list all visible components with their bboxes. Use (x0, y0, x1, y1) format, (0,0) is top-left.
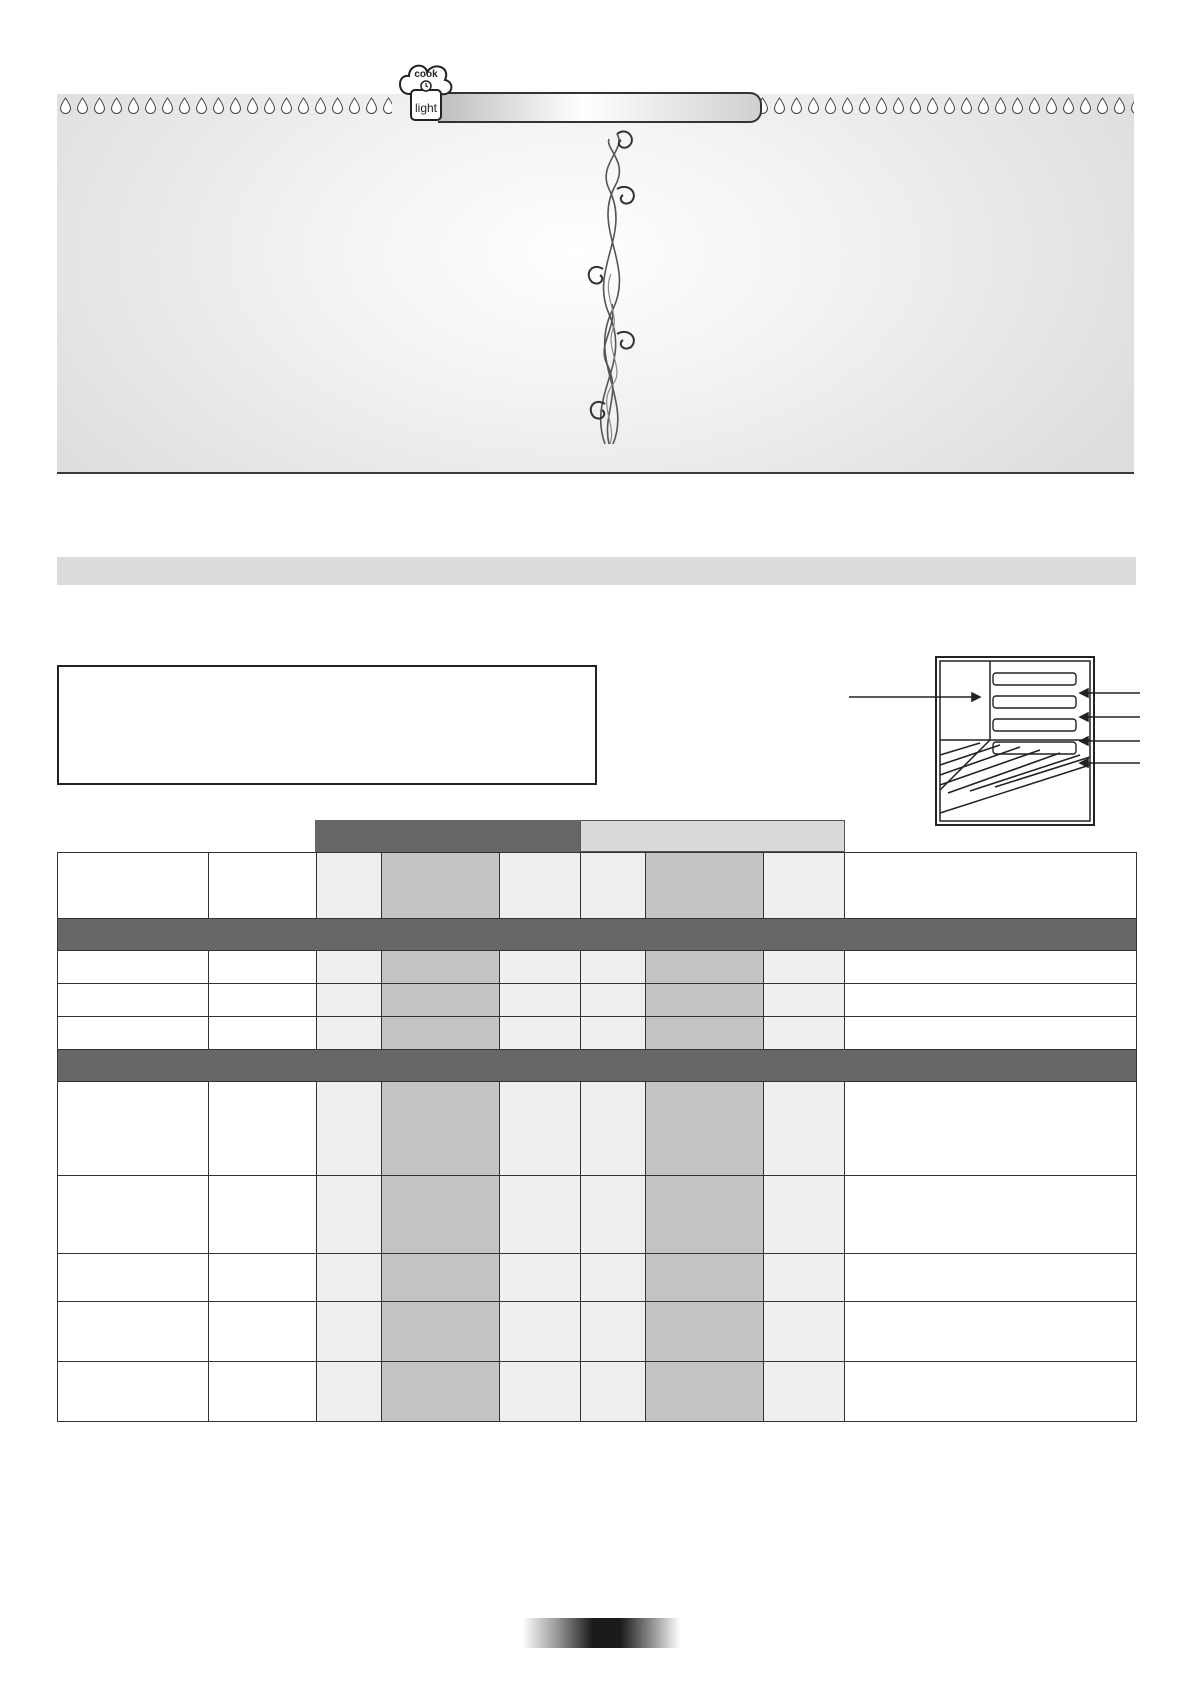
table-cell (317, 984, 382, 1017)
logo-text-light: light (414, 101, 438, 115)
table-cell (58, 1302, 209, 1362)
table-cell (764, 1176, 845, 1254)
table-cell (58, 1176, 209, 1254)
cook-light-logo-icon (395, 60, 455, 124)
header-banner (57, 94, 1134, 474)
table-row (58, 1017, 1137, 1050)
table-cell (382, 1302, 500, 1362)
table-row (58, 1362, 1137, 1422)
table-cell (845, 951, 1137, 984)
table-cell (646, 1362, 764, 1422)
table-cell (209, 1017, 317, 1050)
table-cell (845, 1362, 1137, 1422)
table-cell (209, 1082, 317, 1176)
table-cell (209, 984, 317, 1017)
table-cell (382, 984, 500, 1017)
table-cell (646, 853, 764, 919)
logo-text-cook: cook (414, 69, 438, 80)
notice-box (57, 665, 597, 785)
table-cell (58, 1362, 209, 1422)
table-cell (845, 1082, 1137, 1176)
table-cell (581, 1176, 646, 1254)
table-cell (209, 853, 317, 919)
table-cell (500, 951, 581, 984)
table-cell (317, 853, 382, 919)
table-cell (646, 1176, 764, 1254)
section-title-bar (57, 557, 1136, 585)
table-cell (317, 1176, 382, 1254)
table-cell (382, 1362, 500, 1422)
table-cell (382, 1254, 500, 1302)
swirl-ornament-icon (57, 94, 1134, 472)
table-cell (58, 951, 209, 984)
table-row (58, 951, 1137, 984)
page-number-tab (522, 1618, 680, 1648)
table-row (58, 1176, 1137, 1254)
table-cell (581, 951, 646, 984)
table-section-cell (58, 1050, 1137, 1082)
table-cell (500, 1082, 581, 1176)
table-cell (382, 853, 500, 919)
table-cell (764, 1017, 845, 1050)
table-cell (581, 1362, 646, 1422)
table-cell (581, 1017, 646, 1050)
table-cell (209, 951, 317, 984)
table-cell (764, 1082, 845, 1176)
table-section-row (58, 1050, 1137, 1082)
table-cell (382, 1017, 500, 1050)
table-cell (382, 951, 500, 984)
table-cell (581, 1254, 646, 1302)
table-cell (646, 1017, 764, 1050)
oven-shelf-diagram (840, 655, 1140, 830)
table-cell (209, 1254, 317, 1302)
table-cell (581, 984, 646, 1017)
table-cell (317, 1017, 382, 1050)
table-row (58, 1082, 1137, 1176)
table-cell (646, 951, 764, 984)
table-cell (581, 1082, 646, 1176)
table-row (58, 984, 1137, 1017)
table-cell (500, 853, 581, 919)
table-cell (764, 1362, 845, 1422)
table-row (58, 1254, 1137, 1302)
table-cell (845, 1176, 1137, 1254)
table-cell (646, 1254, 764, 1302)
table-cell (764, 984, 845, 1017)
table-cell (845, 1302, 1137, 1362)
table-cell (764, 853, 845, 919)
table-cell (764, 951, 845, 984)
table-section-row (58, 919, 1137, 951)
table-cell (646, 1302, 764, 1362)
table-cell (58, 1254, 209, 1302)
table-cell (58, 853, 209, 919)
table-cell (317, 1254, 382, 1302)
table-cell (581, 1302, 646, 1362)
cooking-table-body (58, 853, 1137, 1422)
table-cell (209, 1302, 317, 1362)
table-cell (58, 984, 209, 1017)
table-cell (646, 1082, 764, 1176)
table-group-header-a (315, 820, 580, 852)
table-cell (764, 1302, 845, 1362)
table-cell (646, 984, 764, 1017)
table-cell (209, 1362, 317, 1422)
table-cell (500, 1302, 581, 1362)
table-cell (581, 853, 646, 919)
table-cell (845, 984, 1137, 1017)
table-header-row (58, 853, 1137, 919)
table-cell (500, 1362, 581, 1422)
table-cell (500, 1254, 581, 1302)
table-cell (58, 1017, 209, 1050)
header-title-tab (438, 92, 762, 123)
table-cell (500, 984, 581, 1017)
table-row (58, 1302, 1137, 1362)
table-cell (764, 1254, 845, 1302)
table-cell (845, 1017, 1137, 1050)
table-cell (317, 1362, 382, 1422)
table-section-cell (58, 919, 1137, 951)
table-cell (317, 1302, 382, 1362)
table-cell (317, 951, 382, 984)
table-cell (209, 1176, 317, 1254)
table-cell (382, 1176, 500, 1254)
table-cell (58, 1082, 209, 1176)
table-cell (845, 853, 1137, 919)
table-cell (500, 1176, 581, 1254)
table-cell (382, 1082, 500, 1176)
cooking-table (57, 852, 1137, 1422)
table-cell (317, 1082, 382, 1176)
table-cell (845, 1254, 1137, 1302)
table-cell (500, 1017, 581, 1050)
table-group-header-b (580, 820, 845, 852)
